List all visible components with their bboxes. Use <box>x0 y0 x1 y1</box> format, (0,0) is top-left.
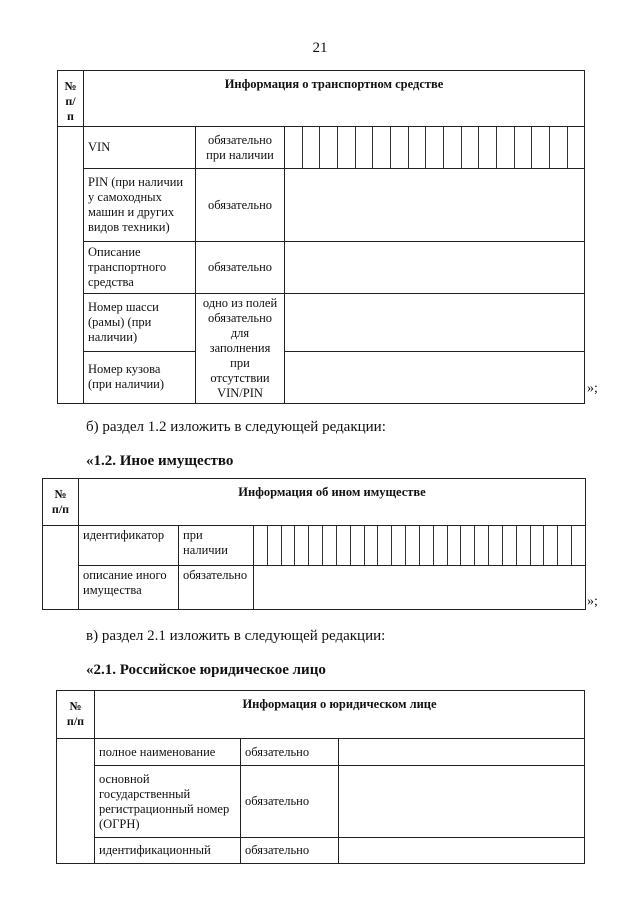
vin-character-grid <box>285 127 585 169</box>
identifier-character-grid <box>254 526 586 566</box>
table1-value-body <box>285 351 585 403</box>
table1-closing-quote: »; <box>587 381 598 396</box>
table1-field-chassis: Номер шасси (рамы) (при наличии) <box>84 294 196 352</box>
table1-req-chassis-body: одно из полей обязательно для заполнения при отсутствии VIN/PIN <box>196 294 285 404</box>
table2-header: Информация об ином имуществе <box>79 479 586 526</box>
table2-value-description <box>254 566 586 610</box>
paragraph-b: б) раздел 1.2 изложить в следующей редакции: <box>86 419 386 435</box>
table2-field-description: описание иного имущества <box>79 566 179 610</box>
heading-russian-legal-entity: «2.1. Российское юридическое лицо <box>86 662 326 678</box>
table3-req-ogrn: обязательно <box>241 766 339 838</box>
table3-number-cell <box>57 739 95 864</box>
table3-field-full-name: полное наименование <box>95 739 241 766</box>
table3-value-full-name <box>339 739 585 766</box>
table2-req-description: обязательно <box>179 566 254 610</box>
table1-req-description: обязательно <box>196 242 285 294</box>
table3-field-identification: идентификационный <box>95 838 241 864</box>
table2-number-header <box>43 479 79 526</box>
table1-number-cell <box>58 127 84 404</box>
table1-field-description: Описание транспортного средства <box>84 242 196 294</box>
table1-number-header <box>58 71 84 127</box>
table1-value-chassis <box>285 294 585 352</box>
table1-value-description <box>285 242 585 294</box>
table1-header: Информация о транспортном средстве <box>84 71 585 127</box>
table1-field-pin: PIN (при наличии у самоходных машин и других видов техники) <box>84 169 196 242</box>
heading-other-property: «1.2. Иное имущество <box>86 453 234 469</box>
table2-closing-quote: »; <box>587 594 598 609</box>
page-number: 21 <box>312 40 328 56</box>
legal-entity-table <box>56 690 585 864</box>
table1-value-pin <box>285 169 585 242</box>
table3-field-ogrn: основной государственный регистрационный номер (ОГРН) <box>95 766 241 838</box>
table1-number-header-text: № п/п <box>64 79 77 123</box>
table3-number-header-text: № п/п <box>66 699 85 728</box>
table2-number-header-text: № п/п <box>51 487 70 516</box>
table3-value-ogrn <box>339 766 585 838</box>
table1-field-body: Номер кузова (при наличии) <box>84 351 196 403</box>
table3-value-identification <box>339 838 585 864</box>
table2-number-cell <box>43 526 79 610</box>
table3-number-header <box>57 691 95 739</box>
table1-req-vin: обязательно при наличии <box>196 127 285 169</box>
table2-field-identifier: идентификатор <box>79 526 179 566</box>
paragraph-v: в) раздел 2.1 изложить в следующей редакции: <box>86 628 386 644</box>
vehicle-info-table <box>57 70 585 404</box>
table3-req-identification: обязательно <box>241 838 339 864</box>
table1-field-vin: VIN <box>84 127 196 169</box>
other-property-table <box>42 478 586 610</box>
table3-req-full-name: обязательно <box>241 739 339 766</box>
table2-req-identifier: при наличии <box>179 526 254 566</box>
table3-header: Информация о юридическом лице <box>95 691 585 739</box>
table1-req-pin: обязательно <box>196 169 285 242</box>
